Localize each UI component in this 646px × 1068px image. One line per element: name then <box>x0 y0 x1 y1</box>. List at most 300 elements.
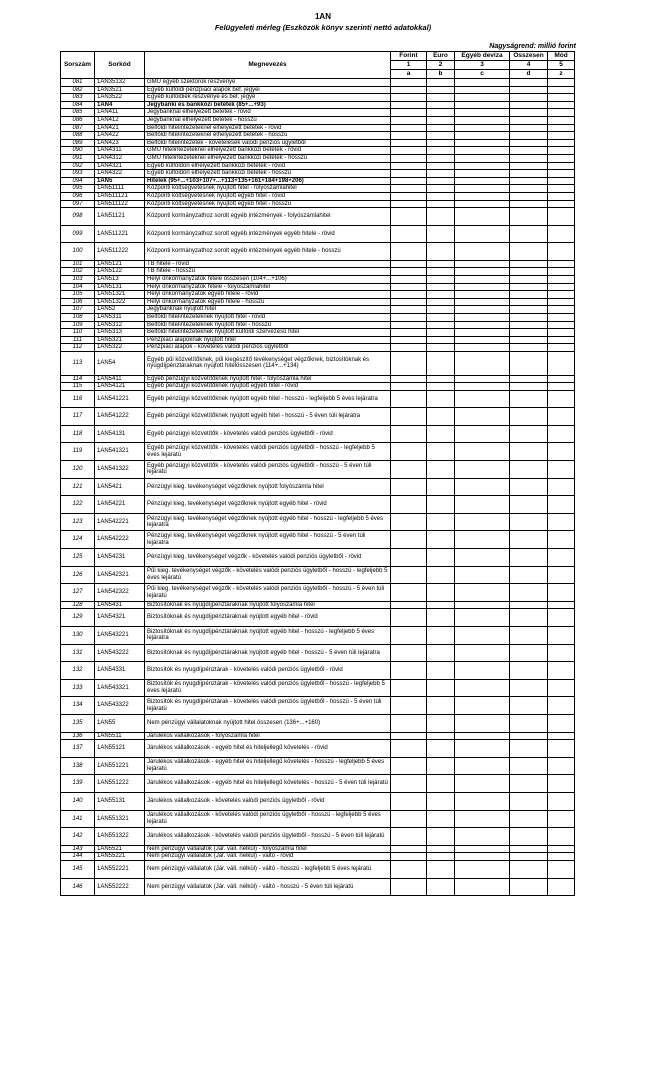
value-cell[interactable] <box>455 283 510 291</box>
value-cell[interactable] <box>548 86 575 94</box>
value-cell[interactable] <box>548 352 575 376</box>
value-cell[interactable] <box>455 192 510 200</box>
value-cell[interactable] <box>548 679 575 697</box>
value-cell[interactable] <box>510 170 548 178</box>
value-cell[interactable] <box>510 291 548 299</box>
value-cell[interactable] <box>455 792 510 810</box>
value-cell[interactable] <box>548 276 575 284</box>
value-cell[interactable] <box>548 425 575 443</box>
value-cell[interactable] <box>548 116 575 124</box>
value-cell[interactable] <box>548 549 575 567</box>
value-cell[interactable] <box>391 549 427 567</box>
value-cell[interactable] <box>427 109 455 117</box>
value-cell[interactable] <box>427 329 455 337</box>
value-cell[interactable] <box>391 679 427 697</box>
value-cell[interactable] <box>510 845 548 853</box>
value-cell[interactable] <box>427 200 455 208</box>
value-cell[interactable] <box>548 132 575 140</box>
value-cell[interactable] <box>391 225 427 243</box>
value-cell[interactable] <box>455 208 510 226</box>
value-cell[interactable] <box>455 740 510 758</box>
value-cell[interactable] <box>548 828 575 846</box>
value-cell[interactable] <box>391 601 427 609</box>
value-cell[interactable] <box>427 425 455 443</box>
value-cell[interactable] <box>391 147 427 155</box>
value-cell[interactable] <box>548 662 575 680</box>
value-cell[interactable] <box>455 185 510 193</box>
value-cell[interactable] <box>510 601 548 609</box>
value-cell[interactable] <box>427 644 455 662</box>
value-cell[interactable] <box>391 314 427 322</box>
value-cell[interactable] <box>427 478 455 496</box>
value-cell[interactable] <box>548 757 575 775</box>
value-cell[interactable] <box>510 116 548 124</box>
value-cell[interactable] <box>510 513 548 531</box>
value-cell[interactable] <box>427 306 455 314</box>
value-cell[interactable] <box>510 408 548 426</box>
value-cell[interactable] <box>455 352 510 376</box>
value-cell[interactable] <box>548 94 575 102</box>
value-cell[interactable] <box>510 177 548 185</box>
value-cell[interactable] <box>427 268 455 276</box>
value-cell[interactable] <box>510 425 548 443</box>
value-cell[interactable] <box>510 109 548 117</box>
value-cell[interactable] <box>548 478 575 496</box>
value-cell[interactable] <box>548 329 575 337</box>
value-cell[interactable] <box>391 260 427 268</box>
value-cell[interactable] <box>391 306 427 314</box>
value-cell[interactable] <box>510 276 548 284</box>
value-cell[interactable] <box>427 513 455 531</box>
value-cell[interactable] <box>391 853 427 861</box>
value-cell[interactable] <box>455 878 510 896</box>
value-cell[interactable] <box>548 496 575 514</box>
value-cell[interactable] <box>548 860 575 878</box>
value-cell[interactable] <box>455 478 510 496</box>
value-cell[interactable] <box>510 732 548 740</box>
value-cell[interactable] <box>391 757 427 775</box>
value-cell[interactable] <box>427 845 455 853</box>
value-cell[interactable] <box>548 314 575 322</box>
value-cell[interactable] <box>548 306 575 314</box>
value-cell[interactable] <box>548 243 575 261</box>
value-cell[interactable] <box>427 390 455 408</box>
value-cell[interactable] <box>391 200 427 208</box>
value-cell[interactable] <box>391 860 427 878</box>
value-cell[interactable] <box>510 336 548 344</box>
value-cell[interactable] <box>391 336 427 344</box>
value-cell[interactable] <box>510 243 548 261</box>
value-cell[interactable] <box>510 478 548 496</box>
value-cell[interactable] <box>455 260 510 268</box>
value-cell[interactable] <box>455 375 510 383</box>
value-cell[interactable] <box>427 124 455 132</box>
value-cell[interactable] <box>510 321 548 329</box>
value-cell[interactable] <box>455 679 510 697</box>
value-cell[interactable] <box>455 109 510 117</box>
value-cell[interactable] <box>548 283 575 291</box>
value-cell[interactable] <box>455 94 510 102</box>
value-cell[interactable] <box>455 845 510 853</box>
value-cell[interactable] <box>391 792 427 810</box>
value-cell[interactable] <box>455 757 510 775</box>
value-cell[interactable] <box>391 101 427 109</box>
value-cell[interactable] <box>391 425 427 443</box>
value-cell[interactable] <box>548 225 575 243</box>
value-cell[interactable] <box>391 775 427 793</box>
value-cell[interactable] <box>455 276 510 284</box>
value-cell[interactable] <box>391 208 427 226</box>
value-cell[interactable] <box>548 584 575 602</box>
value-cell[interactable] <box>510 139 548 147</box>
value-cell[interactable] <box>510 714 548 732</box>
value-cell[interactable] <box>548 208 575 226</box>
value-cell[interactable] <box>510 860 548 878</box>
value-cell[interactable] <box>455 225 510 243</box>
value-cell[interactable] <box>427 662 455 680</box>
value-cell[interactable] <box>427 860 455 878</box>
value-cell[interactable] <box>548 697 575 715</box>
value-cell[interactable] <box>548 162 575 170</box>
value-cell[interactable] <box>455 383 510 391</box>
value-cell[interactable] <box>391 496 427 514</box>
value-cell[interactable] <box>455 732 510 740</box>
value-cell[interactable] <box>455 853 510 861</box>
value-cell[interactable] <box>427 177 455 185</box>
value-cell[interactable] <box>391 714 427 732</box>
value-cell[interactable] <box>455 860 510 878</box>
value-cell[interactable] <box>510 314 548 322</box>
value-cell[interactable] <box>510 679 548 697</box>
value-cell[interactable] <box>548 714 575 732</box>
value-cell[interactable] <box>427 757 455 775</box>
value-cell[interactable] <box>391 662 427 680</box>
value-cell[interactable] <box>427 878 455 896</box>
value-cell[interactable] <box>391 566 427 584</box>
value-cell[interactable] <box>391 513 427 531</box>
value-cell[interactable] <box>548 291 575 299</box>
value-cell[interactable] <box>455 268 510 276</box>
value-cell[interactable] <box>548 627 575 645</box>
value-cell[interactable] <box>510 124 548 132</box>
value-cell[interactable] <box>455 425 510 443</box>
value-cell[interactable] <box>510 260 548 268</box>
value-cell[interactable] <box>455 344 510 352</box>
value-cell[interactable] <box>427 170 455 178</box>
value-cell[interactable] <box>427 132 455 140</box>
value-cell[interactable] <box>391 478 427 496</box>
value-cell[interactable] <box>427 792 455 810</box>
value-cell[interactable] <box>510 609 548 627</box>
value-cell[interactable] <box>427 496 455 514</box>
value-cell[interactable] <box>510 268 548 276</box>
value-cell[interactable] <box>427 443 455 461</box>
value-cell[interactable] <box>391 390 427 408</box>
value-cell[interactable] <box>548 644 575 662</box>
value-cell[interactable] <box>427 810 455 828</box>
value-cell[interactable] <box>391 94 427 102</box>
value-cell[interactable] <box>391 644 427 662</box>
value-cell[interactable] <box>391 283 427 291</box>
value-cell[interactable] <box>391 732 427 740</box>
value-cell[interactable] <box>510 101 548 109</box>
value-cell[interactable] <box>391 740 427 758</box>
value-cell[interactable] <box>455 601 510 609</box>
value-cell[interactable] <box>427 609 455 627</box>
value-cell[interactable] <box>391 408 427 426</box>
value-cell[interactable] <box>391 321 427 329</box>
value-cell[interactable] <box>391 276 427 284</box>
value-cell[interactable] <box>427 352 455 376</box>
value-cell[interactable] <box>427 627 455 645</box>
value-cell[interactable] <box>391 298 427 306</box>
value-cell[interactable] <box>455 200 510 208</box>
value-cell[interactable] <box>455 496 510 514</box>
value-cell[interactable] <box>391 461 427 479</box>
value-cell[interactable] <box>510 757 548 775</box>
value-cell[interactable] <box>427 147 455 155</box>
value-cell[interactable] <box>391 132 427 140</box>
value-cell[interactable] <box>455 644 510 662</box>
value-cell[interactable] <box>548 810 575 828</box>
value-cell[interactable] <box>455 177 510 185</box>
value-cell[interactable] <box>391 192 427 200</box>
value-cell[interactable] <box>510 298 548 306</box>
value-cell[interactable] <box>455 314 510 322</box>
value-cell[interactable] <box>548 344 575 352</box>
value-cell[interactable] <box>391 584 427 602</box>
value-cell[interactable] <box>455 329 510 337</box>
value-cell[interactable] <box>510 775 548 793</box>
value-cell[interactable] <box>427 461 455 479</box>
value-cell[interactable] <box>548 109 575 117</box>
value-cell[interactable] <box>510 86 548 94</box>
value-cell[interactable] <box>427 549 455 567</box>
value-cell[interactable] <box>510 496 548 514</box>
value-cell[interactable] <box>548 298 575 306</box>
value-cell[interactable] <box>510 549 548 567</box>
value-cell[interactable] <box>510 531 548 549</box>
value-cell[interactable] <box>427 79 455 87</box>
value-cell[interactable] <box>455 139 510 147</box>
value-cell[interactable] <box>455 627 510 645</box>
value-cell[interactable] <box>510 810 548 828</box>
value-cell[interactable] <box>548 443 575 461</box>
value-cell[interactable] <box>427 291 455 299</box>
value-cell[interactable] <box>510 853 548 861</box>
value-cell[interactable] <box>391 609 427 627</box>
value-cell[interactable] <box>391 185 427 193</box>
value-cell[interactable] <box>455 531 510 549</box>
value-cell[interactable] <box>391 878 427 896</box>
value-cell[interactable] <box>510 192 548 200</box>
value-cell[interactable] <box>455 321 510 329</box>
value-cell[interactable] <box>391 154 427 162</box>
value-cell[interactable] <box>427 601 455 609</box>
value-cell[interactable] <box>391 177 427 185</box>
value-cell[interactable] <box>455 408 510 426</box>
value-cell[interactable] <box>391 116 427 124</box>
value-cell[interactable] <box>455 828 510 846</box>
value-cell[interactable] <box>427 531 455 549</box>
value-cell[interactable] <box>427 679 455 697</box>
value-cell[interactable] <box>455 390 510 408</box>
value-cell[interactable] <box>548 177 575 185</box>
value-cell[interactable] <box>510 566 548 584</box>
value-cell[interactable] <box>548 601 575 609</box>
value-cell[interactable] <box>391 86 427 94</box>
value-cell[interactable] <box>427 298 455 306</box>
value-cell[interactable] <box>510 662 548 680</box>
value-cell[interactable] <box>391 162 427 170</box>
value-cell[interactable] <box>391 627 427 645</box>
value-cell[interactable] <box>548 853 575 861</box>
value-cell[interactable] <box>510 208 548 226</box>
value-cell[interactable] <box>427 697 455 715</box>
value-cell[interactable] <box>391 845 427 853</box>
value-cell[interactable] <box>510 225 548 243</box>
value-cell[interactable] <box>548 513 575 531</box>
value-cell[interactable] <box>391 828 427 846</box>
value-cell[interactable] <box>455 147 510 155</box>
value-cell[interactable] <box>391 243 427 261</box>
value-cell[interactable] <box>455 566 510 584</box>
value-cell[interactable] <box>510 154 548 162</box>
value-cell[interactable] <box>548 170 575 178</box>
value-cell[interactable] <box>548 200 575 208</box>
value-cell[interactable] <box>510 584 548 602</box>
value-cell[interactable] <box>510 147 548 155</box>
value-cell[interactable] <box>455 609 510 627</box>
value-cell[interactable] <box>455 775 510 793</box>
value-cell[interactable] <box>510 306 548 314</box>
value-cell[interactable] <box>391 697 427 715</box>
value-cell[interactable] <box>548 461 575 479</box>
value-cell[interactable] <box>510 627 548 645</box>
value-cell[interactable] <box>391 531 427 549</box>
value-cell[interactable] <box>391 124 427 132</box>
value-cell[interactable] <box>391 291 427 299</box>
value-cell[interactable] <box>455 116 510 124</box>
value-cell[interactable] <box>548 268 575 276</box>
value-cell[interactable] <box>427 344 455 352</box>
value-cell[interactable] <box>427 243 455 261</box>
value-cell[interactable] <box>427 276 455 284</box>
value-cell[interactable] <box>455 662 510 680</box>
value-cell[interactable] <box>427 116 455 124</box>
value-cell[interactable] <box>548 845 575 853</box>
value-cell[interactable] <box>455 584 510 602</box>
value-cell[interactable] <box>510 329 548 337</box>
value-cell[interactable] <box>427 740 455 758</box>
value-cell[interactable] <box>548 408 575 426</box>
value-cell[interactable] <box>427 408 455 426</box>
value-cell[interactable] <box>548 878 575 896</box>
value-cell[interactable] <box>427 584 455 602</box>
value-cell[interactable] <box>427 225 455 243</box>
value-cell[interactable] <box>427 154 455 162</box>
value-cell[interactable] <box>548 185 575 193</box>
value-cell[interactable] <box>391 79 427 87</box>
value-cell[interactable] <box>427 828 455 846</box>
value-cell[interactable] <box>391 170 427 178</box>
value-cell[interactable] <box>455 79 510 87</box>
value-cell[interactable] <box>427 714 455 732</box>
value-cell[interactable] <box>510 878 548 896</box>
value-cell[interactable] <box>427 260 455 268</box>
value-cell[interactable] <box>548 147 575 155</box>
value-cell[interactable] <box>510 79 548 87</box>
value-cell[interactable] <box>510 383 548 391</box>
value-cell[interactable] <box>510 461 548 479</box>
value-cell[interactable] <box>427 208 455 226</box>
value-cell[interactable] <box>548 154 575 162</box>
value-cell[interactable] <box>391 443 427 461</box>
value-cell[interactable] <box>455 154 510 162</box>
value-cell[interactable] <box>427 185 455 193</box>
value-cell[interactable] <box>391 375 427 383</box>
value-cell[interactable] <box>548 260 575 268</box>
value-cell[interactable] <box>391 352 427 376</box>
value-cell[interactable] <box>548 321 575 329</box>
value-cell[interactable] <box>455 306 510 314</box>
value-cell[interactable] <box>455 810 510 828</box>
value-cell[interactable] <box>510 352 548 376</box>
value-cell[interactable] <box>427 321 455 329</box>
value-cell[interactable] <box>427 566 455 584</box>
value-cell[interactable] <box>548 775 575 793</box>
value-cell[interactable] <box>427 314 455 322</box>
value-cell[interactable] <box>455 132 510 140</box>
value-cell[interactable] <box>427 732 455 740</box>
value-cell[interactable] <box>391 329 427 337</box>
value-cell[interactable] <box>391 810 427 828</box>
value-cell[interactable] <box>455 243 510 261</box>
value-cell[interactable] <box>548 792 575 810</box>
value-cell[interactable] <box>455 86 510 94</box>
value-cell[interactable] <box>455 124 510 132</box>
value-cell[interactable] <box>548 101 575 109</box>
value-cell[interactable] <box>427 853 455 861</box>
value-cell[interactable] <box>391 139 427 147</box>
value-cell[interactable] <box>548 531 575 549</box>
value-cell[interactable] <box>391 268 427 276</box>
value-cell[interactable] <box>427 383 455 391</box>
value-cell[interactable] <box>510 792 548 810</box>
value-cell[interactable] <box>427 336 455 344</box>
value-cell[interactable] <box>510 344 548 352</box>
value-cell[interactable] <box>548 732 575 740</box>
value-cell[interactable] <box>548 609 575 627</box>
value-cell[interactable] <box>510 185 548 193</box>
value-cell[interactable] <box>548 375 575 383</box>
value-cell[interactable] <box>427 139 455 147</box>
value-cell[interactable] <box>510 828 548 846</box>
value-cell[interactable] <box>391 383 427 391</box>
value-cell[interactable] <box>548 336 575 344</box>
value-cell[interactable] <box>548 124 575 132</box>
value-cell[interactable] <box>548 390 575 408</box>
value-cell[interactable] <box>391 109 427 117</box>
value-cell[interactable] <box>455 170 510 178</box>
value-cell[interactable] <box>427 375 455 383</box>
value-cell[interactable] <box>455 336 510 344</box>
value-cell[interactable] <box>427 192 455 200</box>
value-cell[interactable] <box>455 443 510 461</box>
value-cell[interactable] <box>427 101 455 109</box>
value-cell[interactable] <box>455 461 510 479</box>
value-cell[interactable] <box>548 192 575 200</box>
